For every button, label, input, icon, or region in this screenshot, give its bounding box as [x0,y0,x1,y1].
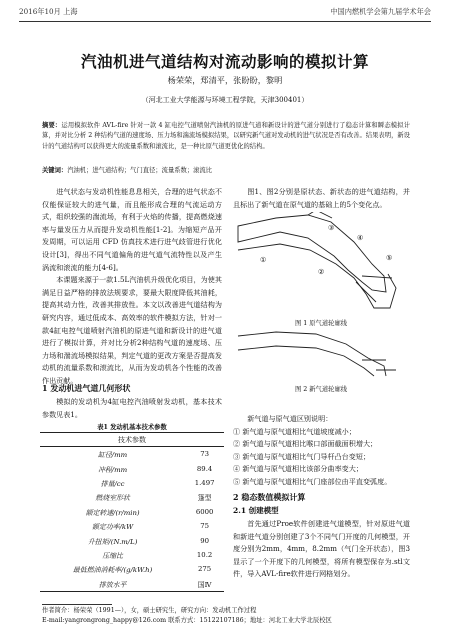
intro-paragraph-2: 本课题来源于一款1.5L汽油机升级优化项目，为使其满足日益严格的排放法规要求，要最大限度降低其油耗，提高其动力性，改善其排放性。本文以改善进气道结构为研究内容，通过低成本、高效率的软件模拟方法，针对一款4缸电控气道喷射汽油机的原进气道和新设计的进气道进行了模拟计算，并对比分析2种结构气道的速度场、压力场和湍流场模拟结果，判定气道的更改方案是否提高发动机的流量系数和滚流比，从而为发动机各个性能的改善作出贡献。 [42,275,222,385]
section-1-text: 模拟的发动机为4缸电控汽油喷射发动机，基本技术参数见表1。 [42,397,222,419]
section-2-1-body [233,518,410,581]
param-name: 缸径/mm [98,451,128,460]
param-value: 国Ⅳ [185,577,224,592]
table-row [40,548,224,562]
table-row [40,476,224,490]
table-row [40,490,224,504]
table-row [40,461,224,475]
author-footnote [42,606,422,626]
list-item: ① 新气道与原气道相比气道坡度减小； [233,426,356,436]
figure-1-mark-1: ① [260,256,267,264]
port-outline-lower [238,346,374,376]
param-value: 90 [200,536,209,545]
param-name: 燃烧室形状 [95,494,130,503]
table-row [40,519,224,533]
changes-list [233,413,413,489]
changes-intro: 新气道与原气道区别说明： [247,414,333,423]
figure-1-mark-4: ④ [357,234,364,242]
param-name: 冲程/mm [98,465,128,474]
page-header [19,5,431,19]
figure-2-new-port [236,330,406,378]
port-outline-upper [238,215,386,292]
param-name: 压缩比 [102,551,123,560]
table-row [40,533,224,547]
list-item: ④ 新气道与原气道相比该部分曲率变大； [233,464,363,474]
section-1-body [42,396,222,421]
footnote-rule [42,604,112,605]
param-value: 1.497 [194,478,215,487]
table-row [40,562,224,576]
table-row [40,505,224,519]
list-item: ⑤ 新气道与原气道相比气门座部位由平直变弧度。 [233,476,392,486]
abstract [42,121,410,152]
section-2-1-heading: 2.1 创建模型 [233,506,279,515]
list-item: ③ 新气道与原气道相比气门导杆凸台变短； [233,451,371,461]
section-2-heading: 2 稳态数值模拟计算 [233,492,306,502]
abstract-text: 运用模拟软件 AVL-fire 针对一款 4 缸电控气道喷射汽油机的原进气道和新设计的进气道分别进行了稳态计算和瞬态模拟计算，并对比分析 2 种结构气道的速度场、压力场和湍流场模拟结果，以研究新气道对发动机的进气状况是否有改善。结果表明，新设计的气道结构可以获得更大的流量系数和滚流比，是一种比原气道更优化的结构。 [42,122,411,150]
header-date-location: 2016年10月 上海 [19,7,78,16]
list-item: ② 新气道与原气道相比喉口部面截面积增大； [233,439,378,449]
footnote-contact: E-mail:yangrongrong_happy@126.com 联系方式：15122107186；地址：河北工业大学北辰校区 [42,617,332,624]
table-row [40,447,224,462]
valve-seat [362,360,396,370]
keywords [42,165,410,174]
param-value: 275 [198,565,212,574]
guide-boss [308,212,332,218]
section-2-1-text: 首先通过Proe软件创建进气道模型，针对原进气道和新进气道分别创建了3个不同气门开度的几何模型，开度分别为2mm，4mm，8.2mm（气门全开状态），图3显示了一个开度下的几何模型，将所有模型保存为.stl文件，导入AVL-fire软件进行网格划分。 [233,519,410,579]
figure-1-original-port [236,212,406,314]
param-value: 篷型 [197,494,212,503]
param-name: 额定功率/kW [92,523,134,532]
param-name: 升扭矩/(N.m/L) [87,537,138,546]
valve-seat [356,276,392,302]
section-1-heading: 1 发动机进气道几何形状 [42,383,131,393]
param-name: 最低燃油消耗率/(g/kW.h) [72,566,153,575]
param-name: 额定转速/(r/min) [85,508,140,517]
left-column-intro [42,186,222,388]
intro-paragraph-1: 进气状态与发动机性能息息相关，合理的进气状态不仅能保证较大的进气量，而且能形成合理的气流运动方式，组织较强的湍流场，有利于火焰的传播，提高燃烧速率与量发压力从而提升发动机性能[1-2]。为缩短产品开发周期，可以运用 CFD 仿真技术进行进气歧管进行优化设计[3]，得出不同气道偏角的进气道气流特性以及产生涡流和滚流的能力[4-6]。 [42,187,222,272]
figure-1-mark-2: ② [318,268,325,276]
paper-title: 汽油机进气道结构对流动影响的模拟计算 [80,52,369,71]
param-value: 10.2 [196,550,213,559]
port-outline-upper [238,332,386,376]
param-value: 6000 [195,507,214,516]
param-value: 73 [200,450,209,459]
paper-authors: 杨荣荣，郑清平，张盼盼，黎明 [167,75,283,85]
param-value: 75 [200,522,209,531]
header-conference: 中国内燃机学会第九届学术年会 [330,7,431,16]
parameters-table [40,432,224,592]
param-name: 排放水平 [40,577,185,592]
abstract-label: 摘要： [42,122,62,129]
right-column-intro [233,186,410,211]
header-rule [19,21,431,22]
param-name: 排量/cc [100,479,125,488]
figure-1-mark-5: ⑤ [386,254,393,262]
figure-1-mark-3: ③ [328,224,335,232]
keywords-label: 关键词： [42,167,68,174]
param-value: 89.4 [196,464,213,473]
figure-1-caption: 图 1 原气道轮廓线 [294,320,348,327]
table-row [40,577,224,592]
figure-intro-text: 图1、图2分别是原状态、新状态的进气道结构，并且标出了新气道在原气道的基础上的5个变化点。 [233,187,410,209]
figure-2-caption: 图 2 新气道轮廓线 [294,386,348,393]
paper-affiliation: （河北工业大学能源与环境工程学院，天津300401） [141,96,309,104]
footnote-author-bio: 作者简介：杨荣荣（1991—），女，硕士研究生，研究方向：发动机工作过程 [42,607,257,614]
keywords-text: 汽油机；进气道结构；气门直径；流量系数；滚流比 [67,167,213,174]
table-header: 技术参数 [40,433,224,447]
table-1-caption: 表1 发动机基本技术参数 [97,424,167,431]
